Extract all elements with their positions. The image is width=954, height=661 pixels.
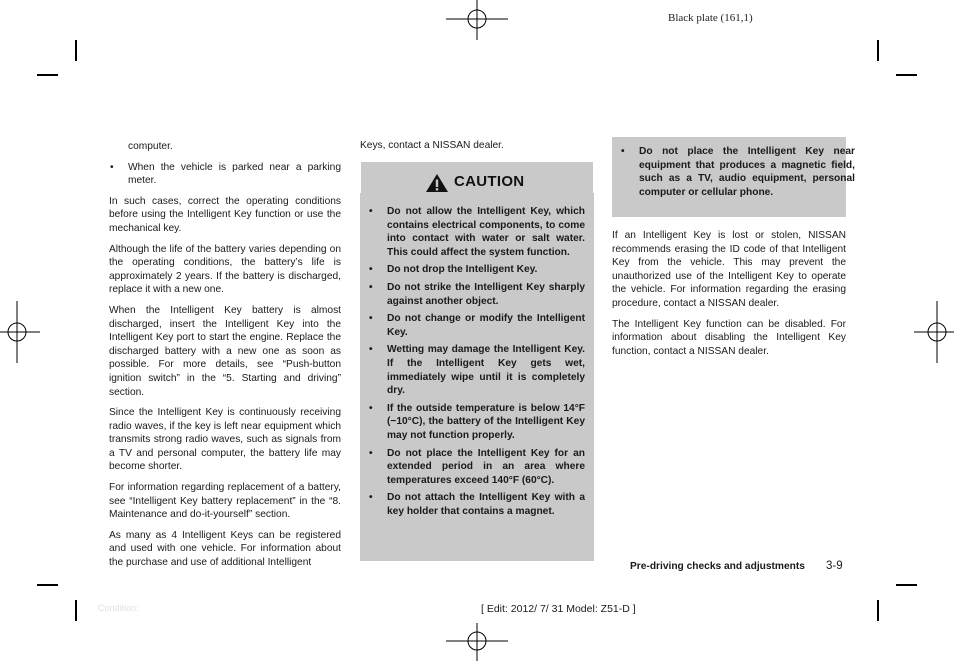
bullet-icon: • — [369, 313, 373, 325]
bullet-icon: • — [369, 206, 373, 217]
paragraph: Keys, contact a NISSAN dealer. — [360, 140, 504, 151]
crop-mark — [877, 600, 879, 621]
column-middle — [360, 139, 594, 160]
caution-item — [368, 281, 585, 308]
registration-mark-icon — [914, 301, 954, 363]
crop-mark — [37, 584, 58, 586]
bullet-icon: • — [369, 344, 373, 356]
caution-title: CAUTION — [454, 173, 525, 190]
caution-item-text: Do not attach the Intelligent Key with a key holder that contains a magnet. — [387, 492, 585, 517]
bullet-icon: • — [369, 447, 373, 459]
caution-box — [360, 161, 594, 561]
caution-item — [368, 491, 585, 518]
paragraph: For information regarding replacement of a battery, see “Intelligent Key battery replacement” in the “8. Maintenance and do-it-yourself” section. — [109, 482, 341, 521]
paragraph: When the Intelligent Key battery is almost discharged, insert the Intelligent Key into the Intelligent Key port to start the engine. Replace the discharged battery with a new one as soon as possible. For more details, see “Push-button ignition switch” in the “5. Starting and driving” section. — [109, 304, 341, 398]
caution-header — [360, 161, 594, 193]
caution-box-continued — [612, 137, 855, 217]
crop-mark — [37, 74, 58, 76]
bullet-icon: • — [369, 402, 373, 414]
continued-item: computer. — [128, 141, 173, 152]
caution-item — [368, 312, 585, 339]
bullet-icon: • — [369, 492, 373, 504]
bullet-icon: • — [369, 281, 373, 293]
caution-item-text: Do not place the Intelligent Key for an extended period in an area where temperatures exceed 140°F (60°C). — [387, 447, 585, 486]
crop-mark — [75, 600, 77, 621]
paragraph: As many as 4 Intelligent Keys can be registered and used with one vehicle. For information about the purchase and use of additional Intelligent — [109, 529, 341, 569]
caution-item-text: Do not drop the Intelligent Key. — [387, 264, 538, 276]
caution-item-text: Do not place the Intelligent Key near equipment that produces a magnetic field, such as a TV, audio equipment, personal computer or cellular phone. — [639, 146, 855, 198]
registration-mark-icon — [446, 623, 508, 661]
caution-item — [368, 263, 585, 277]
list-item — [109, 161, 341, 188]
list-item-text: When the vehicle is parked near a parking meter. — [128, 161, 341, 187]
crop-mark — [896, 74, 917, 76]
caution-item — [368, 343, 585, 397]
caution-item — [368, 205, 585, 259]
edit-info: [ Edit: 2012/ 7/ 31 Model: Z51-D ] — [481, 603, 636, 615]
plate-label: Black plate (161,1) — [668, 12, 753, 24]
registration-mark-icon — [446, 0, 508, 40]
crop-mark — [877, 40, 879, 61]
caution-item-text: If the outside temperature is below 14°F (−10°C), the battery of the Intelligent Key may not function properly. — [387, 402, 585, 441]
condition-label: Condition: — [98, 603, 139, 613]
bullet-icon: • — [621, 146, 625, 157]
registration-mark-icon — [0, 301, 40, 363]
warning-triangle-icon — [425, 173, 449, 193]
bullet-icon: • — [369, 264, 373, 276]
caution-list — [368, 205, 585, 522]
bullet-icon: • — [110, 161, 114, 173]
caution-item-text: Do not change or modify the Intelligent Key. — [387, 313, 585, 338]
paragraph: Since the Intelligent Key is continuously receiving radio waves, if the key is left near equipment which transmits strong radio waves, such as signals from a TV and personal computer, the battery life may become shorter. — [109, 407, 341, 473]
caution-item — [620, 145, 855, 199]
caution-item — [368, 402, 585, 443]
crop-mark — [75, 40, 77, 61]
caution-item — [368, 447, 585, 488]
section-footer-title: Pre-driving checks and adjustments — [630, 561, 805, 572]
paragraph: Although the life of the battery varies depending on the operating conditions, the battery’s life is approximately 2 years. If the battery is discharged, replace it with a new one. — [109, 243, 341, 296]
paragraph: In such cases, correct the operating conditions before using the Intelligent Key function or use the mechanical key. — [109, 195, 341, 234]
paragraph: The Intelligent Key function can be disabled. For information about disabling the Intelligent Key function, contact a NISSAN dealer. — [612, 318, 846, 357]
crop-mark — [896, 584, 917, 586]
caution-item-text: Do not allow the Intelligent Key, which contains electrical components, to come into contact with water or salt water. This could affect the system function. — [387, 206, 585, 258]
page-number: 3-9 — [826, 560, 843, 572]
caution-item-text: Do not strike the Intelligent Key sharply against another object. — [387, 281, 585, 307]
caution-item-text: Wetting may damage the Intelligent Key. If the Intelligent Key gets wet, immediately wipe until it is completely dry. — [387, 344, 585, 397]
column-left — [109, 140, 341, 577]
paragraph: If an Intelligent Key is lost or stolen, NISSAN recommends erasing the ID code of that Intelligent Key from the vehicle. This may prevent the unauthorized use of the Intelligent Key to operate the vehicle. For information regarding the erasing procedure, contact a NISSAN dealer. — [612, 230, 846, 309]
column-right — [612, 229, 846, 365]
